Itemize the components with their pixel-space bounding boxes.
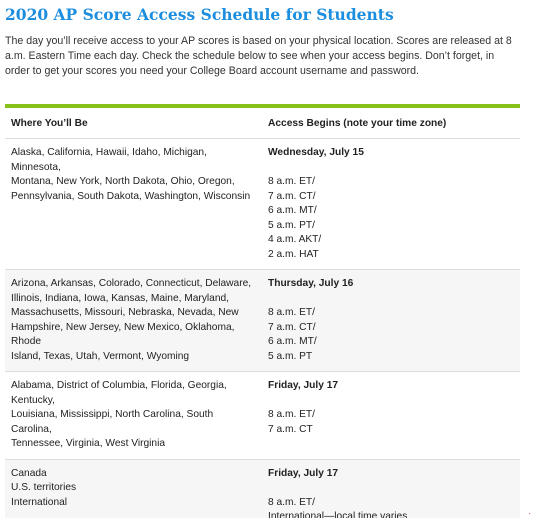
- location-line: Arizona, Arkansas, Colorado, Connecticut, Delaware,: [11, 278, 252, 289]
- table-header-row: [5, 106, 520, 139]
- access-time: 6 a.m. MT/: [268, 205, 317, 216]
- access-date: Friday, July 17: [268, 467, 339, 479]
- table-row: [5, 139, 520, 270]
- access-cell: [262, 372, 520, 460]
- access-time: 5 a.m. PT: [268, 350, 313, 362]
- location-column-header: Where You’ll Be: [5, 106, 262, 139]
- page-title: 2020 AP Score Access Schedule for Students: [5, 5, 394, 24]
- location-line: Montana, New York, North Dakota, Ohio, Oregon,: [11, 176, 235, 187]
- location-line: Tennessee, Virginia, West Virginia: [11, 438, 166, 449]
- table-row: [5, 372, 520, 460]
- access-time: 8 a.m. ET/: [268, 176, 315, 187]
- location-cell: [5, 459, 262, 518]
- location-cell: [5, 270, 262, 372]
- schedule-table: [5, 104, 520, 518]
- location-line: International: [11, 496, 68, 508]
- location-line: Pennsylvania, South Dakota, Washington, Wisconsin: [11, 190, 251, 202]
- access-cell: [262, 270, 520, 372]
- location-cell: [5, 139, 262, 270]
- location-line: Alaska, California, Hawaii, Idaho, Michigan, Minnesota,: [11, 147, 207, 173]
- access-cell: [262, 459, 520, 518]
- access-time: 8 a.m. ET/: [268, 409, 315, 420]
- table-row: [5, 459, 520, 518]
- corner-mark: .: [528, 506, 531, 516]
- intro-paragraph: The day you’ll receive access to your AP scores is based on your physical location. Scores are released at 8 a.m. Eastern Time each day. Check the schedule below to see when your access begins. Don’t forget, in order to get your scores you need your College Board account username and password.: [5, 35, 512, 77]
- location-line: Illinois, Indiana, Iowa, Kansas, Maine, Maryland,: [11, 292, 230, 304]
- access-time: 8 a.m. ET/: [268, 307, 315, 318]
- location-line: Louisiana, Mississippi, North Carolina, South Carolina,: [11, 409, 214, 435]
- access-time: 4 a.m. AKT/: [268, 234, 322, 245]
- access-time: 6 a.m. MT/: [268, 336, 317, 347]
- access-date: Thursday, July 16: [268, 278, 354, 289]
- location-line: Island, Texas, Utah, Vermont, Wyoming: [11, 350, 190, 362]
- access-time: 7 a.m. CT/: [268, 190, 316, 202]
- access-time: 5 a.m. PT/: [268, 219, 315, 231]
- access-time: 2 a.m. HAT: [268, 248, 319, 260]
- location-line: Massachusetts, Missouri, Nebraska, Nevada, New: [11, 307, 239, 318]
- access-time: 7 a.m. CT/: [268, 321, 316, 333]
- access-column-header: Access Begins (note your time zone): [262, 106, 520, 139]
- location-line: U.S. territories: [11, 482, 77, 493]
- schedule-rows: [5, 139, 520, 518]
- location-cell: [5, 372, 262, 460]
- access-time: 7 a.m. CT: [268, 423, 313, 435]
- location-line: Alabama, District of Columbia, Florida, Georgia, Kentucky,: [11, 380, 227, 406]
- access-time: 8 a.m. ET/: [268, 496, 315, 508]
- location-line: Hampshire, New Jersey, New Mexico, Oklahoma, Rhode: [11, 321, 235, 347]
- access-time: International—local time varies: [268, 511, 408, 518]
- access-date: Wednesday, July 15: [268, 147, 364, 158]
- table-row: [5, 270, 520, 372]
- access-date: Friday, July 17: [268, 380, 339, 391]
- access-cell: [262, 139, 520, 270]
- location-line: Canada: [11, 467, 47, 479]
